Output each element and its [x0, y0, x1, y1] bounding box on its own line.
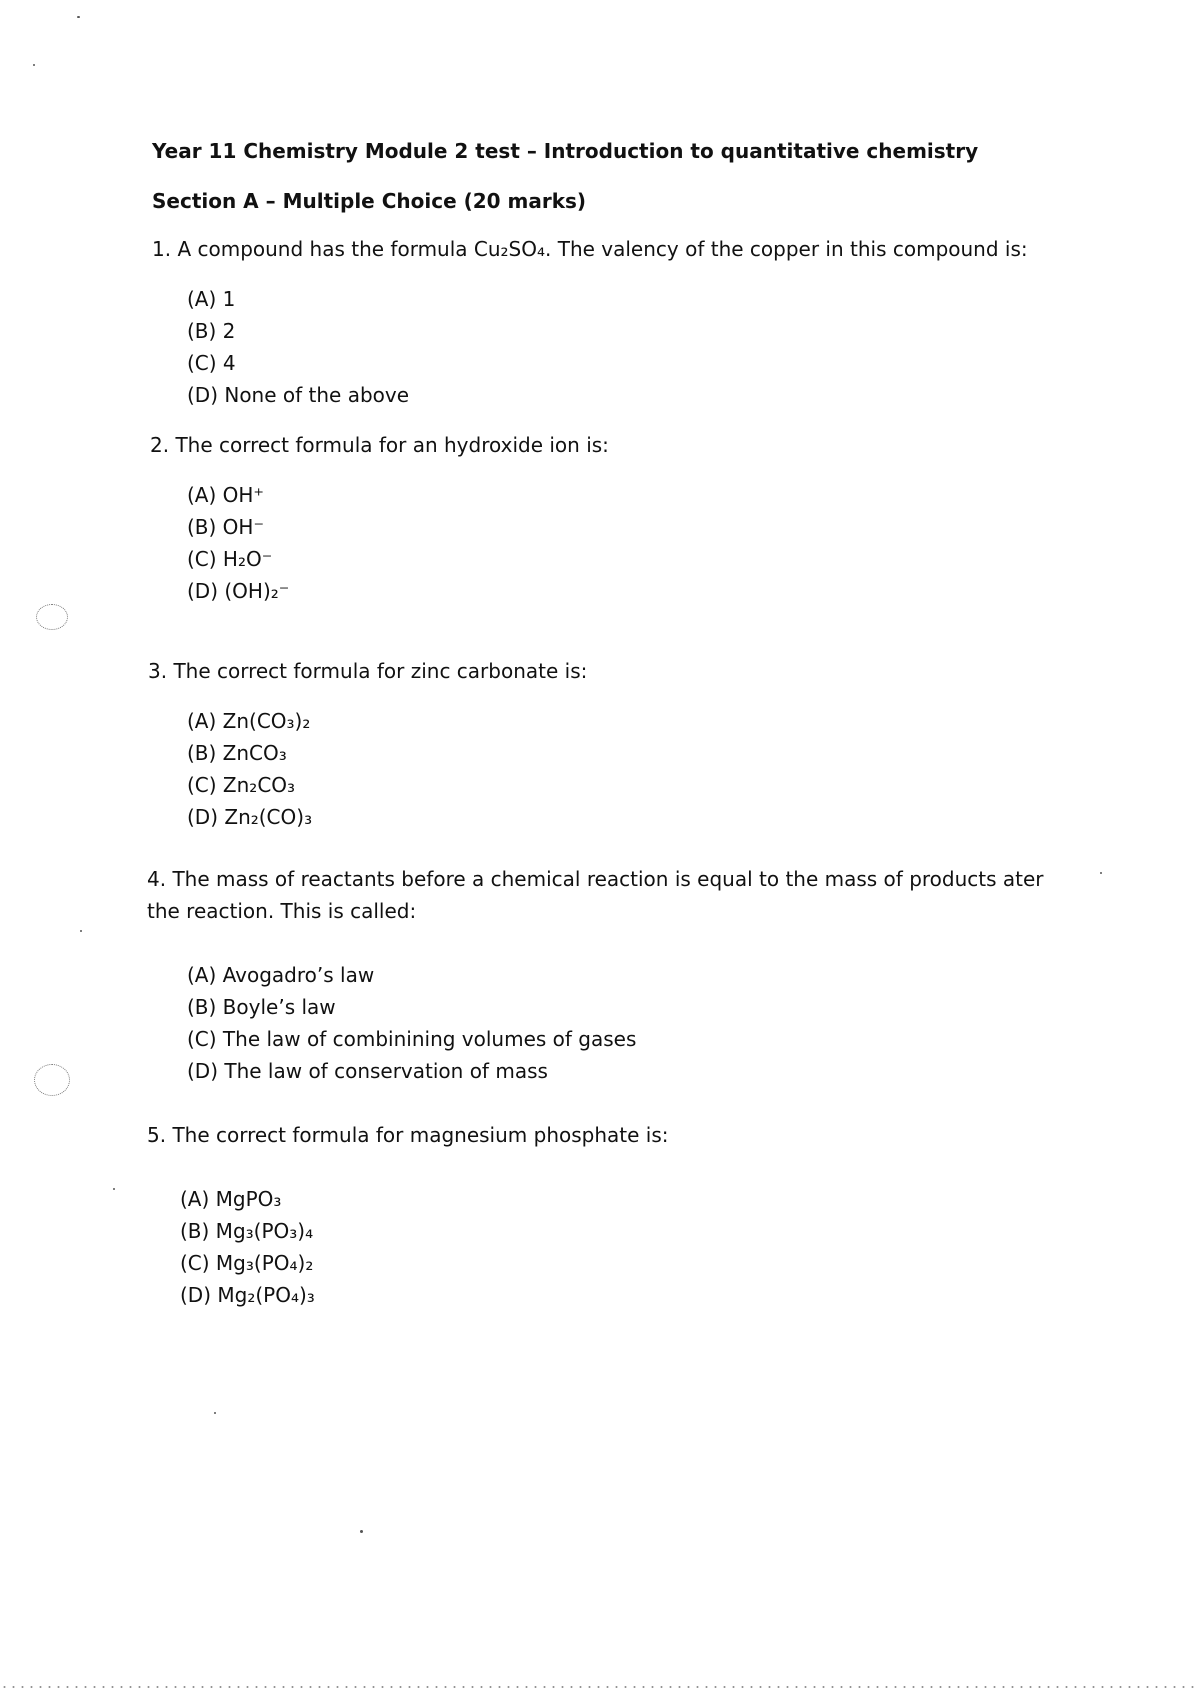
question-4-stem-line-1: 4. The mass of reactants before a chemical reaction is equal to the mass of products ater	[147, 867, 1044, 891]
scan-bottom-edge	[0, 1686, 1200, 1688]
question-3-stem: 3. The correct formula for zinc carbonate is:	[148, 659, 588, 683]
scan-speck	[80, 930, 82, 932]
scan-speck	[33, 64, 35, 66]
question-5-option-d: (D) Mg₂(PO₄)₃	[180, 1283, 315, 1307]
question-4-option-c: (C) The law of combinining volumes of gases	[187, 1027, 637, 1051]
scan-speck	[1100, 872, 1102, 874]
question-1-option-c: (C) 4	[187, 351, 236, 375]
question-1-option-a: (A) 1	[187, 287, 236, 311]
question-1-option-d: (D) None of the above	[187, 383, 410, 407]
question-4-option-a: (A) Avogadro’s law	[187, 963, 375, 987]
question-1-option-b: (B) 2	[187, 319, 236, 343]
scan-speck	[77, 16, 80, 18]
question-2-stem: 2. The correct formula for an hydroxide ion is:	[150, 433, 609, 457]
question-3-option-a: (A) Zn(CO₃)₂	[187, 709, 311, 733]
page-title: Year 11 Chemistry Module 2 test – Introduction to quantitative chemistry	[152, 139, 979, 163]
scan-speck	[214, 1412, 216, 1414]
question-5-option-b: (B) Mg₃(PO₃)₄	[180, 1219, 314, 1243]
question-1-stem: 1. A compound has the formula Cu₂SO₄. The valency of the copper in this compound is:	[152, 237, 1028, 261]
question-3-option-b: (B) ZnCO₃	[187, 741, 287, 765]
section-heading: Section A – Multiple Choice (20 marks)	[152, 189, 587, 213]
punch-hole-mark	[34, 1064, 70, 1096]
question-5-option-a: (A) MgPO₃	[180, 1187, 282, 1211]
question-3-option-d: (D) Zn₂(CO)₃	[187, 805, 313, 829]
scan-speck	[360, 1530, 363, 1533]
question-2-option-a: (A) OH⁺	[187, 483, 264, 507]
punch-hole-mark	[36, 604, 68, 630]
question-4-stem-line-2: the reaction. This is called:	[147, 899, 417, 923]
question-5-stem: 5. The correct formula for magnesium phosphate is:	[147, 1123, 669, 1147]
scan-speck	[113, 1188, 115, 1190]
question-2-option-d: (D) (OH)₂⁻	[187, 579, 290, 603]
question-2-option-b: (B) OH⁻	[187, 515, 265, 539]
question-4-option-d: (D) The law of conservation of mass	[187, 1059, 548, 1083]
question-5-option-c: (C) Mg₃(PO₄)₂	[180, 1251, 314, 1275]
question-4-option-b: (B) Boyle’s law	[187, 995, 336, 1019]
question-3-option-c: (C) Zn₂CO₃	[187, 773, 296, 797]
question-2-option-c: (C) H₂O⁻	[187, 547, 273, 571]
